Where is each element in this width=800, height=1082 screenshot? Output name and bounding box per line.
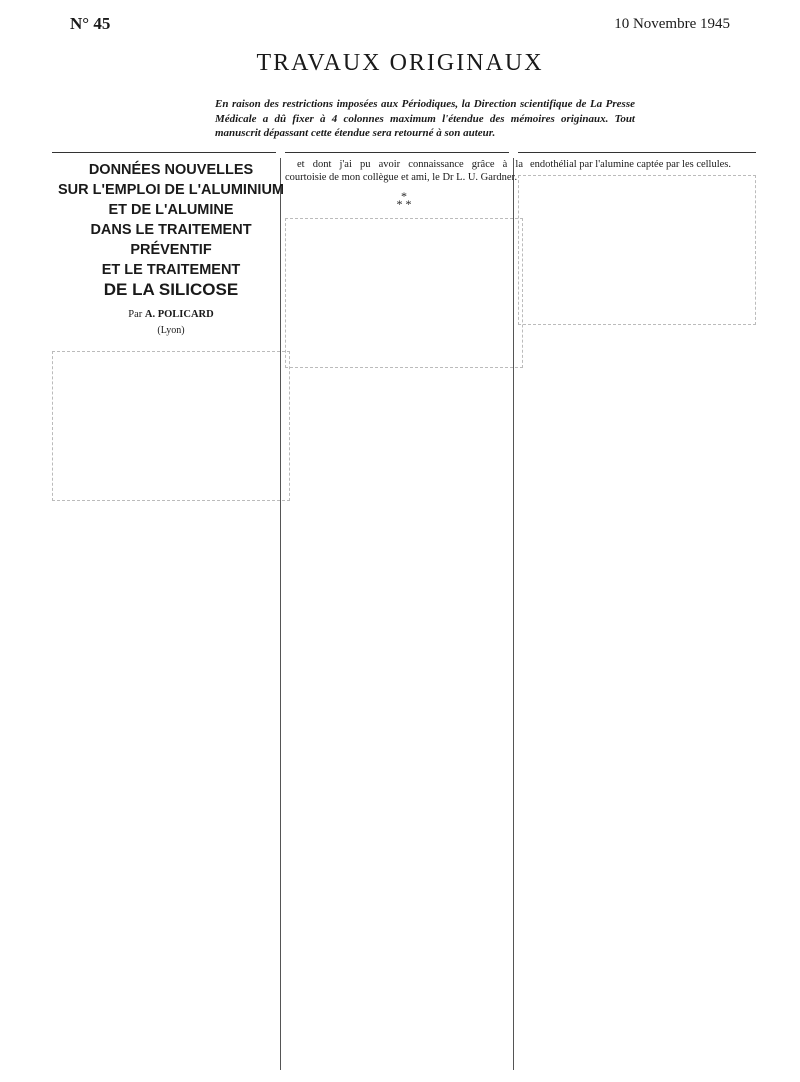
byline-prefix: Par — [128, 309, 143, 320]
issue-number: N° 45 — [70, 14, 111, 33]
author-city: (Lyon) — [157, 325, 185, 336]
untranscribed-text — [285, 218, 523, 368]
title-line: SUR L'EMPLOI DE L'ALUMINIUM — [58, 182, 284, 198]
column-2 — [285, 158, 523, 1076]
title-line: ET DE L'ALUMINE — [108, 202, 234, 218]
title-line: DE LA SILICOSE — [103, 280, 239, 299]
title-line: DONNÉES NOUVELLES — [88, 162, 254, 178]
author-name: A. POLICARD — [144, 309, 214, 320]
paragraph: et dont j'ai pu avoir connaissance grâce à la courtoisie de mon collègue et ami, le Dr L. U. Gardner. — [285, 159, 523, 183]
paragraph: endothélial par l'alumine captée par les cellules. — [530, 159, 732, 170]
rule-col-3 — [518, 152, 756, 153]
article-title — [52, 160, 290, 300]
byline — [52, 308, 290, 321]
title-line: ET LE TRAITEMENT — [101, 262, 241, 278]
section-title: TRAVAUX ORIGINAUX — [256, 50, 544, 76]
title-line: DANS LE TRAITEMENT PRÉVENTIF — [90, 222, 252, 258]
untranscribed-text — [518, 175, 756, 325]
issue-date: 10 Novembre 1945 — [614, 16, 730, 32]
untranscribed-text — [52, 351, 290, 501]
section-break-stars: * * * — [396, 189, 412, 211]
rule-col-2 — [285, 152, 509, 153]
editorial-notice: En raison des restrictions imposées aux Périodiques, la Direction scientifique de La Presse Médicale a dû fixer à 4 colonnes maximum l'étendue des mémoires originaux. Tout manuscrit dépassant cette étendue sera retourné à son auteur. — [215, 98, 635, 139]
column-3 — [518, 158, 756, 1076]
column-1 — [52, 158, 290, 1076]
rule-col-1 — [52, 152, 276, 153]
